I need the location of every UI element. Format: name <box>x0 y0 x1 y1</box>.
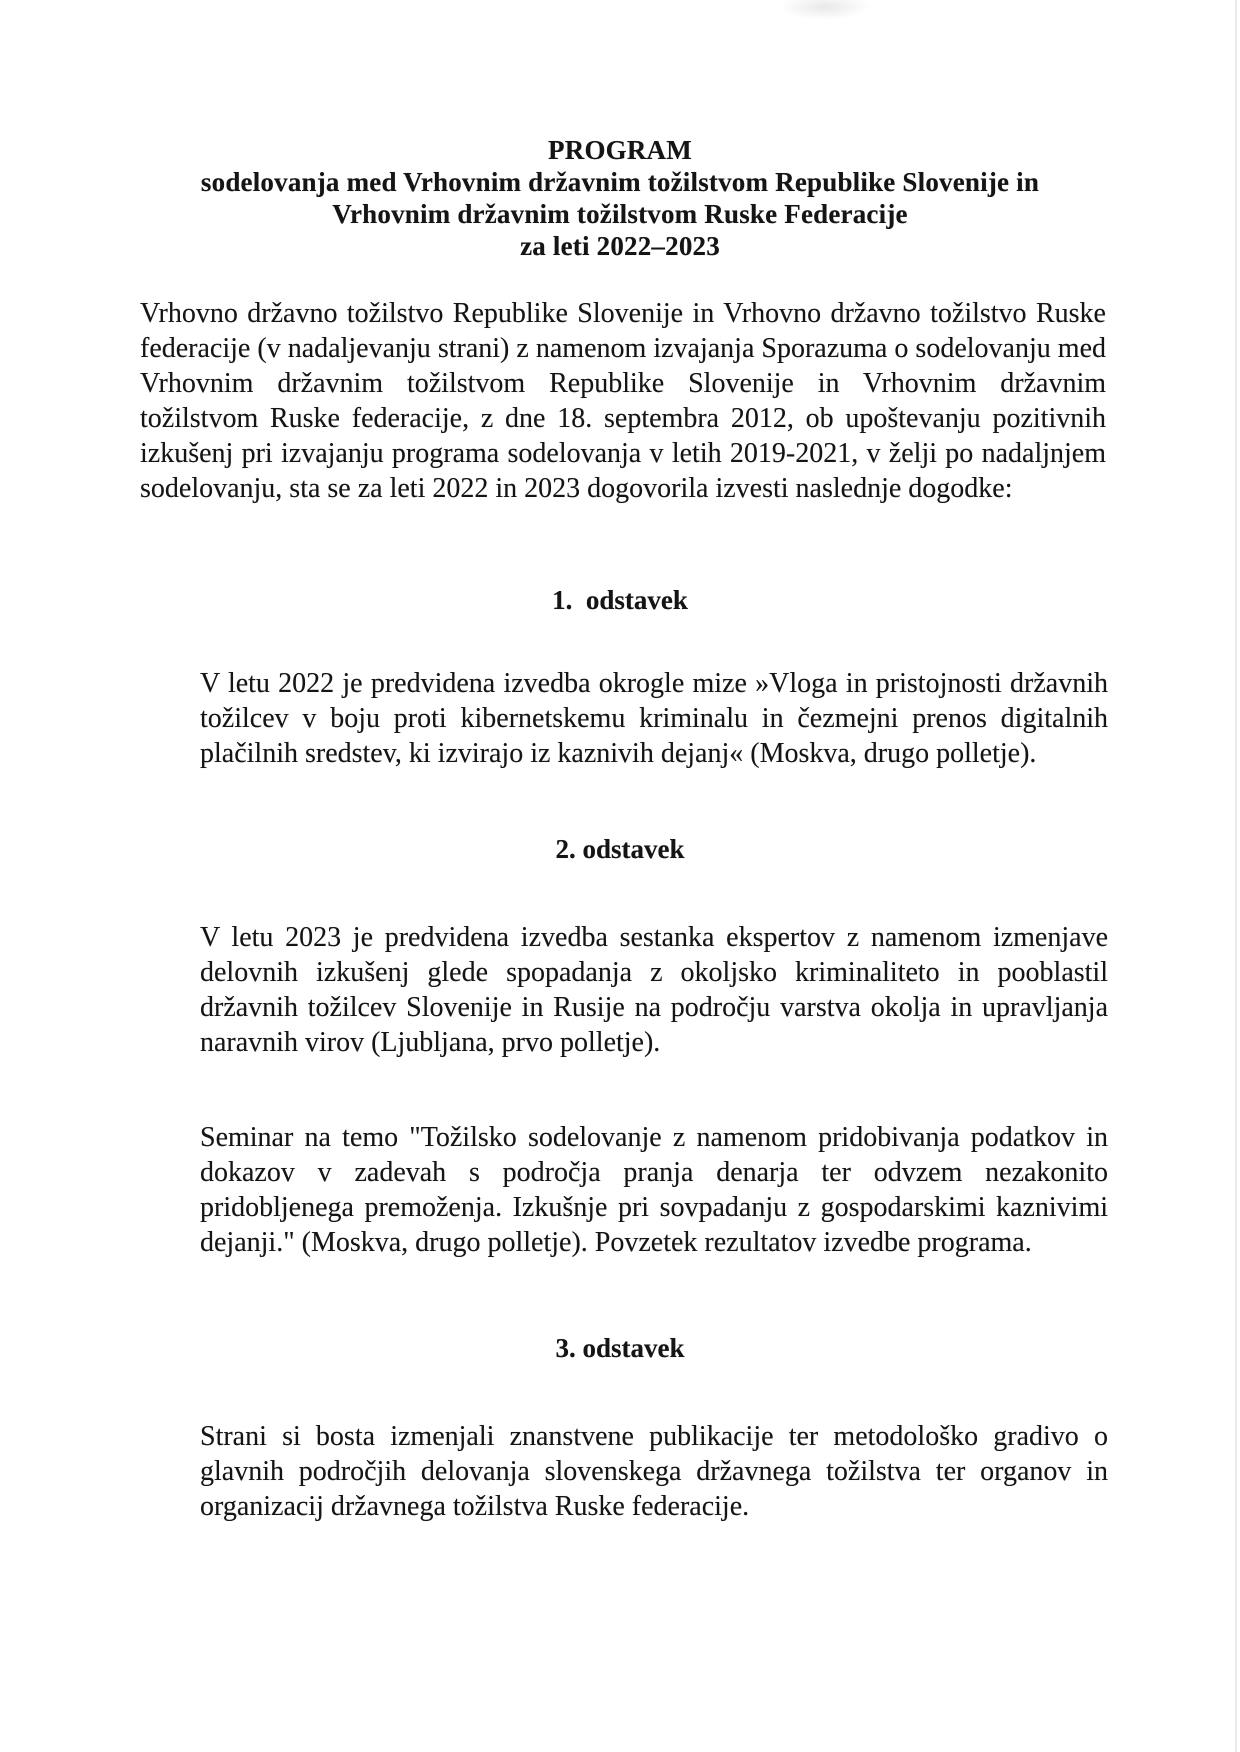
section-3-paragraph: Strani si bosta izmenjali znanstvene publikacije ter metodološko gradivo o glavnih področjih delovanja slovenskega državnega tožilstva ter organov in organizacij državnega tožilstva Ruske federacije. <box>200 1421 1108 1522</box>
section-2-paragraph-2: Seminar na temo "Tožilsko sodelovanje z namenom pridobivanja podatkov in dokazov v zadevah s področja pranja denarja ter odvzem nezakonito pridobljenega premoženja. Izkušnje pri sovpadanju z gospodarskimi kaznivimi dejanji." (Moskva, drugo polletje). Povzetek rezultatov izvedbe programa. <box>200 1122 1108 1258</box>
document-title <box>0 0 1240 262</box>
title-line-parties-1: sodelovanja med Vrhovnim državnim tožilstvom Republike Slovenije in <box>200 167 1040 197</box>
title-line-years: za leti 2022–2023 <box>520 231 720 261</box>
section-1-heading: 1. odstavek <box>552 585 688 615</box>
section-2-heading: 2. odstavek <box>555 834 685 864</box>
title-line-program: PROGRAM <box>548 135 692 165</box>
intro-paragraph: Vrhovno državno tožilstvo Republike Slovenije in Vrhovno državno tožilstvo Ruske federacije (v nadaljevanju strani) z namenom izvajanja Sporazuma o sodelovanju med Vrhovnim državnim tožilstvom Republike Slovenije in Vrhovnim državnim tožilstvom Ruske federacije, z dne 18. septembra 2012, ob upoštevanju pozitivnih izkušenj pri izvajanju programa sodelovanja v letih 2019-2021, v želji po nadaljnjem sodelovanju, sta se za leti 2022 in 2023 dogovorila izvesti naslednje dogodke: <box>140 298 1106 504</box>
title-line-parties-2: Vrhovnim državnim tožilstvom Ruske Federacije <box>332 199 908 229</box>
section-3-heading: 3. odstavek <box>555 1333 685 1363</box>
section-1-paragraph: V letu 2022 je predvidena izvedba okrogle mize »Vloga in pristojnosti državnih tožilcev v boju proti kibernetskemu kriminalu in čezmejni prenos digitalnih plačilnih sredstev, ki izvirajo iz kaznivih dejanj« (Moskva, drugo polletje). <box>200 668 1108 769</box>
scan-edge-artifact <box>1235 0 1237 1752</box>
section-2-paragraph-1: V letu 2023 je predvidena izvedba sestanka ekspertov z namenom izmenjave delovnih izkušenj glede spopadanja z okoljsko kriminaliteto in pooblastil državnih tožilcev Slovenije in Rusije na področju varstva okolja in upravljanja naravnih virov (Ljubljana, prvo polletje). <box>200 922 1108 1058</box>
